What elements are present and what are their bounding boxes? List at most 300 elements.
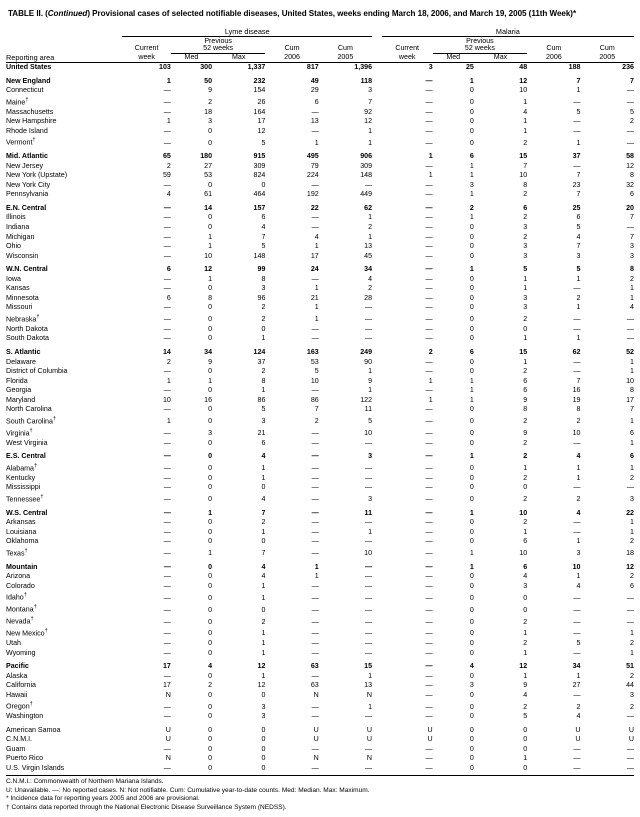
row-value: 4	[314, 232, 319, 241]
row-label: California	[6, 681, 36, 690]
row-value: 4	[261, 572, 266, 581]
header-2005-malaria: 2005	[581, 53, 635, 63]
row-label: Georgia	[6, 386, 32, 395]
row-value: 1	[630, 648, 634, 657]
row-value: —	[163, 324, 171, 333]
row-value: 27	[204, 161, 213, 170]
row-value: 148	[253, 251, 266, 260]
row-value: —	[626, 138, 634, 147]
row-value: 0	[208, 464, 213, 473]
column-gap	[372, 509, 382, 519]
row-value: 0	[469, 126, 474, 135]
row-label: North Carolina	[6, 405, 52, 414]
header-cum-lyme: Cum	[284, 44, 300, 53]
column-gap	[372, 528, 382, 538]
row-value: —	[163, 303, 171, 312]
row-value: —	[425, 138, 433, 147]
row-value: 0	[208, 744, 213, 753]
row-value: 61	[204, 190, 213, 199]
row-value: —	[425, 284, 433, 293]
column-gap	[372, 294, 382, 304]
table-row	[6, 367, 634, 377]
row-value: 0	[208, 417, 213, 426]
row-value: —	[425, 324, 433, 333]
group-header-lyme: Lyme disease	[122, 27, 372, 37]
row-value: 1,337	[247, 63, 266, 72]
row-label: W.S. Central	[6, 508, 48, 517]
column-gap	[372, 615, 382, 627]
row-value: 1	[314, 138, 319, 147]
row-value: 8	[523, 180, 528, 189]
row-value: 1	[261, 629, 266, 638]
row-value: —	[573, 117, 581, 126]
table-row	[6, 303, 634, 313]
row-value: 1	[469, 386, 474, 395]
row-value: U	[628, 725, 634, 734]
row-value: —	[311, 702, 319, 711]
row-value: 1	[523, 648, 528, 657]
row-value: 1	[314, 242, 319, 251]
row-value: 9	[523, 429, 528, 438]
row-value: 0	[469, 86, 474, 95]
row-value: —	[626, 334, 634, 343]
row-value: —	[425, 508, 433, 517]
row-label: E.N. Central	[6, 203, 47, 212]
row-value: 0	[261, 537, 266, 546]
row-value: 12	[257, 126, 266, 135]
row-value: 0	[469, 232, 474, 241]
row-label: C.N.M.I.	[6, 735, 33, 744]
row-value: —	[425, 251, 433, 260]
row-value: 0	[261, 744, 266, 753]
row-value: —	[425, 483, 433, 492]
column-gap	[372, 284, 382, 294]
row-label: W.N. Central	[6, 265, 48, 274]
footnote-cnmi: C.N.M.I.: Commonwealth of Northern Mariana Islands.	[6, 777, 164, 785]
row-value: 92	[364, 107, 373, 116]
row-value: —	[425, 274, 433, 283]
row-value: —	[311, 763, 319, 772]
row-value: —	[311, 334, 319, 343]
row-label: New Jersey	[6, 161, 44, 170]
row-value: 0	[469, 712, 474, 721]
row-value: 4	[469, 662, 474, 671]
row-value: 0	[208, 537, 213, 546]
table-row	[6, 233, 634, 243]
row-value: 0	[469, 735, 474, 744]
row-value: 1	[523, 754, 528, 763]
row-value: 0	[208, 712, 213, 721]
row-value: —	[163, 429, 171, 438]
table-row	[6, 181, 634, 191]
row-value: 4	[261, 562, 266, 571]
column-gap	[372, 181, 382, 191]
header-week-lyme: week	[122, 53, 170, 63]
row-value: —	[425, 232, 433, 241]
row-value: 58	[626, 152, 634, 161]
row-value: 824	[253, 171, 266, 180]
row-value: 163	[306, 347, 319, 356]
row-label: District of Columbia	[6, 367, 68, 376]
row-value: —	[626, 754, 634, 763]
header-row-groups	[6, 27, 634, 37]
row-value: 0	[261, 763, 266, 772]
row-value: 11	[364, 508, 373, 517]
row-value: —	[311, 213, 319, 222]
row-value: 7	[576, 242, 581, 251]
row-value: —	[573, 527, 581, 536]
table-row	[6, 77, 634, 87]
row-value: —	[573, 617, 581, 626]
row-value: 3	[469, 180, 474, 189]
row-value: 11	[364, 405, 373, 414]
row-value: —	[425, 537, 433, 546]
subheader-previous-lyme: Previous	[204, 36, 232, 45]
row-label: Guam	[6, 744, 26, 753]
row-label: Alaska	[6, 671, 28, 680]
row-value: —	[163, 213, 171, 222]
column-gap	[372, 275, 382, 285]
row-value: 1	[576, 473, 581, 482]
row-value: 1	[314, 303, 319, 312]
row-value: 52	[626, 347, 634, 356]
row-value: 2	[576, 293, 581, 302]
table-row	[6, 377, 634, 387]
row-value: —	[163, 495, 171, 504]
row-value: —	[425, 518, 433, 527]
row-value: 309	[253, 161, 266, 170]
row-value: 0	[208, 438, 213, 447]
row-label: Mississippi	[6, 483, 41, 492]
row-value: —	[425, 464, 433, 473]
row-value: 13	[364, 242, 373, 251]
row-value: 3	[523, 251, 528, 260]
row-value: 7	[314, 405, 319, 414]
row-value: —	[573, 518, 581, 527]
row-value: 17	[162, 662, 171, 671]
row-value: 1	[368, 671, 373, 680]
row-value: —	[163, 648, 171, 657]
row-value: 6	[576, 213, 581, 222]
row-value: 0	[208, 483, 213, 492]
row-label: Oregon†	[6, 701, 33, 711]
row-value: 0	[261, 324, 266, 333]
row-label: Pennsylvania	[6, 190, 49, 199]
row-value: —	[364, 744, 373, 753]
row-value: 0	[208, 648, 213, 657]
row-value: 14	[162, 347, 171, 356]
row-value: 0	[208, 702, 213, 711]
row-value: 53	[204, 171, 213, 180]
row-value: —	[364, 572, 373, 581]
row-value: 1	[208, 232, 213, 241]
row-value: —	[626, 744, 634, 753]
row-value: 5	[576, 107, 581, 116]
table-row	[6, 358, 634, 368]
dagger-marker: †	[23, 592, 27, 599]
row-value: 1	[523, 527, 528, 536]
row-value: 2	[523, 617, 528, 626]
row-value: 5	[630, 107, 634, 116]
row-value: 2	[630, 473, 634, 482]
row-label: Virginia†	[6, 427, 33, 438]
row-value: —	[425, 549, 433, 558]
row-label: Wisconsin	[6, 251, 39, 260]
row-value: 0	[469, 334, 474, 343]
row-value: 3	[208, 117, 213, 126]
row-value: —	[163, 537, 171, 546]
row-label: Mid. Atlantic	[6, 152, 48, 161]
table-row	[6, 518, 634, 528]
row-value: 3	[261, 417, 266, 426]
row-value: 2	[523, 138, 528, 147]
row-value: 103	[159, 63, 171, 72]
row-value: —	[311, 324, 319, 333]
row-value: 7	[261, 232, 266, 241]
row-value: 15	[519, 347, 528, 356]
row-value: 192	[306, 190, 319, 199]
row-label: Rhode Island	[6, 126, 48, 135]
row-value: 0	[261, 483, 266, 492]
row-value: 13	[364, 681, 373, 690]
row-value: —	[163, 138, 171, 147]
row-value: —	[626, 126, 634, 135]
row-value: 2	[523, 638, 528, 647]
column-gap	[372, 439, 382, 449]
table-row	[6, 439, 634, 449]
column-gap	[372, 86, 382, 96]
row-value: 0	[469, 572, 474, 581]
row-value: 0	[469, 429, 474, 438]
row-value: U	[366, 725, 373, 734]
row-value: 0	[261, 180, 266, 189]
column-gap	[372, 265, 382, 275]
row-value: —	[573, 629, 581, 638]
row-value: 63	[310, 681, 319, 690]
header-week-malaria: week	[382, 53, 433, 63]
row-value: —	[163, 242, 171, 251]
row-value: 15	[519, 152, 528, 161]
row-value: 0	[208, 495, 213, 504]
row-value: —	[425, 265, 433, 274]
row-value: 915	[253, 152, 266, 161]
row-value: —	[364, 518, 373, 527]
header-row-previous	[6, 36, 634, 45]
row-value: U	[313, 725, 319, 734]
row-value: 1	[469, 161, 474, 170]
row-value: 0	[208, 735, 213, 744]
row-label: Mountain	[6, 562, 38, 571]
row-value: —	[311, 508, 319, 517]
row-value: —	[573, 605, 581, 614]
row-value: 5	[576, 638, 581, 647]
row-value: U	[366, 735, 373, 744]
row-value: 2	[523, 232, 528, 241]
row-value: 34	[364, 265, 373, 274]
row-value: 4	[208, 662, 213, 671]
row-value: 12	[257, 681, 266, 690]
row-value: —	[626, 483, 634, 492]
row-value: U	[313, 735, 319, 744]
row-value: 154	[253, 86, 266, 95]
table-row	[6, 127, 634, 137]
row-value: 0	[469, 324, 474, 333]
row-value: 5	[576, 265, 581, 274]
row-value: 1	[469, 76, 474, 85]
row-value: 50	[204, 76, 213, 85]
row-value: 6	[166, 293, 171, 302]
row-value: —	[311, 518, 319, 527]
table-row	[6, 603, 634, 615]
row-value: 0	[469, 638, 474, 647]
row-value: 1	[368, 213, 373, 222]
row-value: —	[425, 161, 433, 170]
row-value: 6	[630, 581, 634, 590]
row-value: —	[425, 744, 433, 753]
table-row	[6, 190, 634, 200]
row-value: 0	[208, 126, 213, 135]
row-value: —	[311, 605, 319, 614]
row-value: 4	[261, 495, 266, 504]
row-value: 2	[208, 98, 213, 107]
row-value: —	[311, 438, 319, 447]
row-value: 0	[523, 605, 528, 614]
row-value: 6	[523, 537, 528, 546]
row-value: 53	[310, 357, 319, 366]
row-value: 7	[576, 190, 581, 199]
row-value: 6	[523, 562, 528, 571]
row-value: 7	[576, 76, 581, 85]
caption-prefix: TABLE II. (	[8, 9, 48, 18]
row-value: 1	[469, 376, 474, 385]
row-value: 3	[630, 242, 634, 251]
row-value: 48	[519, 63, 528, 72]
row-value: —	[311, 473, 319, 482]
row-value: 3	[261, 702, 266, 711]
row-label: Massachusetts	[6, 107, 54, 116]
header-row-labels	[6, 53, 634, 63]
row-value: 2	[261, 617, 266, 626]
row-value: 0	[469, 357, 474, 366]
row-value: 5	[368, 417, 373, 426]
row-value: —	[163, 572, 171, 581]
row-value: 49	[310, 76, 319, 85]
row-value: 1	[469, 562, 474, 571]
row-value: 0	[469, 648, 474, 657]
row-value: 2	[314, 417, 319, 426]
row-value: 1	[576, 138, 581, 147]
column-gap	[372, 152, 382, 162]
header-max-lyme: Max	[212, 53, 265, 63]
table-row	[6, 117, 634, 127]
row-value: 2	[523, 213, 528, 222]
header-max-malaria: Max	[474, 53, 527, 63]
row-value: 0	[469, 671, 474, 680]
row-value: 5	[523, 712, 528, 721]
column-gap	[372, 117, 382, 127]
column-gap	[372, 127, 382, 137]
row-value: —	[364, 763, 373, 772]
row-value: —	[573, 126, 581, 135]
row-value: 0	[469, 702, 474, 711]
row-value: 1	[630, 357, 634, 366]
row-value: —	[425, 98, 433, 107]
row-value: 3	[630, 495, 634, 504]
table-row	[6, 275, 634, 285]
row-value: 6	[630, 190, 634, 199]
row-value: 23	[572, 180, 581, 189]
row-value: —	[425, 315, 433, 324]
row-value: 1	[630, 417, 634, 426]
row-value: —	[163, 180, 171, 189]
column-gap	[372, 700, 382, 712]
subheader-52weeks-malaria: 52 weeks	[433, 45, 528, 53]
row-value: 0	[208, 638, 213, 647]
row-value: —	[425, 638, 433, 647]
row-value: 1	[261, 648, 266, 657]
row-value: 1	[630, 367, 634, 376]
row-value: 1	[576, 572, 581, 581]
row-value: 0	[469, 367, 474, 376]
row-value: 0	[469, 284, 474, 293]
row-value: —	[163, 473, 171, 482]
subheader-previous-malaria: Previous	[466, 36, 494, 45]
row-value: 2	[368, 284, 373, 293]
row-value: 1	[630, 284, 634, 293]
row-value: —	[163, 518, 171, 527]
row-value: 1	[208, 376, 213, 385]
row-value: 7	[523, 161, 528, 170]
row-label: New York (Upstate)	[6, 171, 68, 180]
footnotes	[6, 775, 634, 813]
row-value: 1	[576, 274, 581, 283]
row-value: 2	[261, 303, 266, 312]
row-value: 0	[469, 744, 474, 753]
table-row	[6, 396, 634, 406]
row-value: 1	[469, 395, 474, 404]
row-value: 0	[469, 690, 474, 699]
row-value: —	[626, 315, 634, 324]
row-value: —	[163, 107, 171, 116]
row-value: 10	[204, 251, 213, 260]
row-value: 1	[576, 86, 581, 95]
row-value: 14	[204, 203, 213, 212]
row-value: 0	[469, 537, 474, 546]
row-value: 0	[208, 303, 213, 312]
row-value: N	[165, 754, 171, 763]
row-value: 0	[469, 405, 474, 414]
row-value: —	[163, 315, 171, 324]
row-value: —	[626, 98, 634, 107]
row-value: 1	[630, 464, 634, 473]
table-row	[6, 627, 634, 639]
row-value: —	[626, 593, 634, 602]
row-value: 0	[208, 763, 213, 772]
row-value: 0	[261, 725, 266, 734]
row-value: 0	[469, 464, 474, 473]
row-value: 22	[626, 508, 634, 517]
row-value: 37	[572, 152, 581, 161]
row-value: 4	[576, 581, 581, 590]
row-value: —	[425, 357, 433, 366]
table-row	[6, 152, 634, 162]
row-value: —	[425, 429, 433, 438]
row-value: —	[573, 690, 581, 699]
row-value: 15	[364, 662, 373, 671]
row-value: 8	[523, 405, 528, 414]
table-row	[6, 615, 634, 627]
row-value: 0	[469, 303, 474, 312]
